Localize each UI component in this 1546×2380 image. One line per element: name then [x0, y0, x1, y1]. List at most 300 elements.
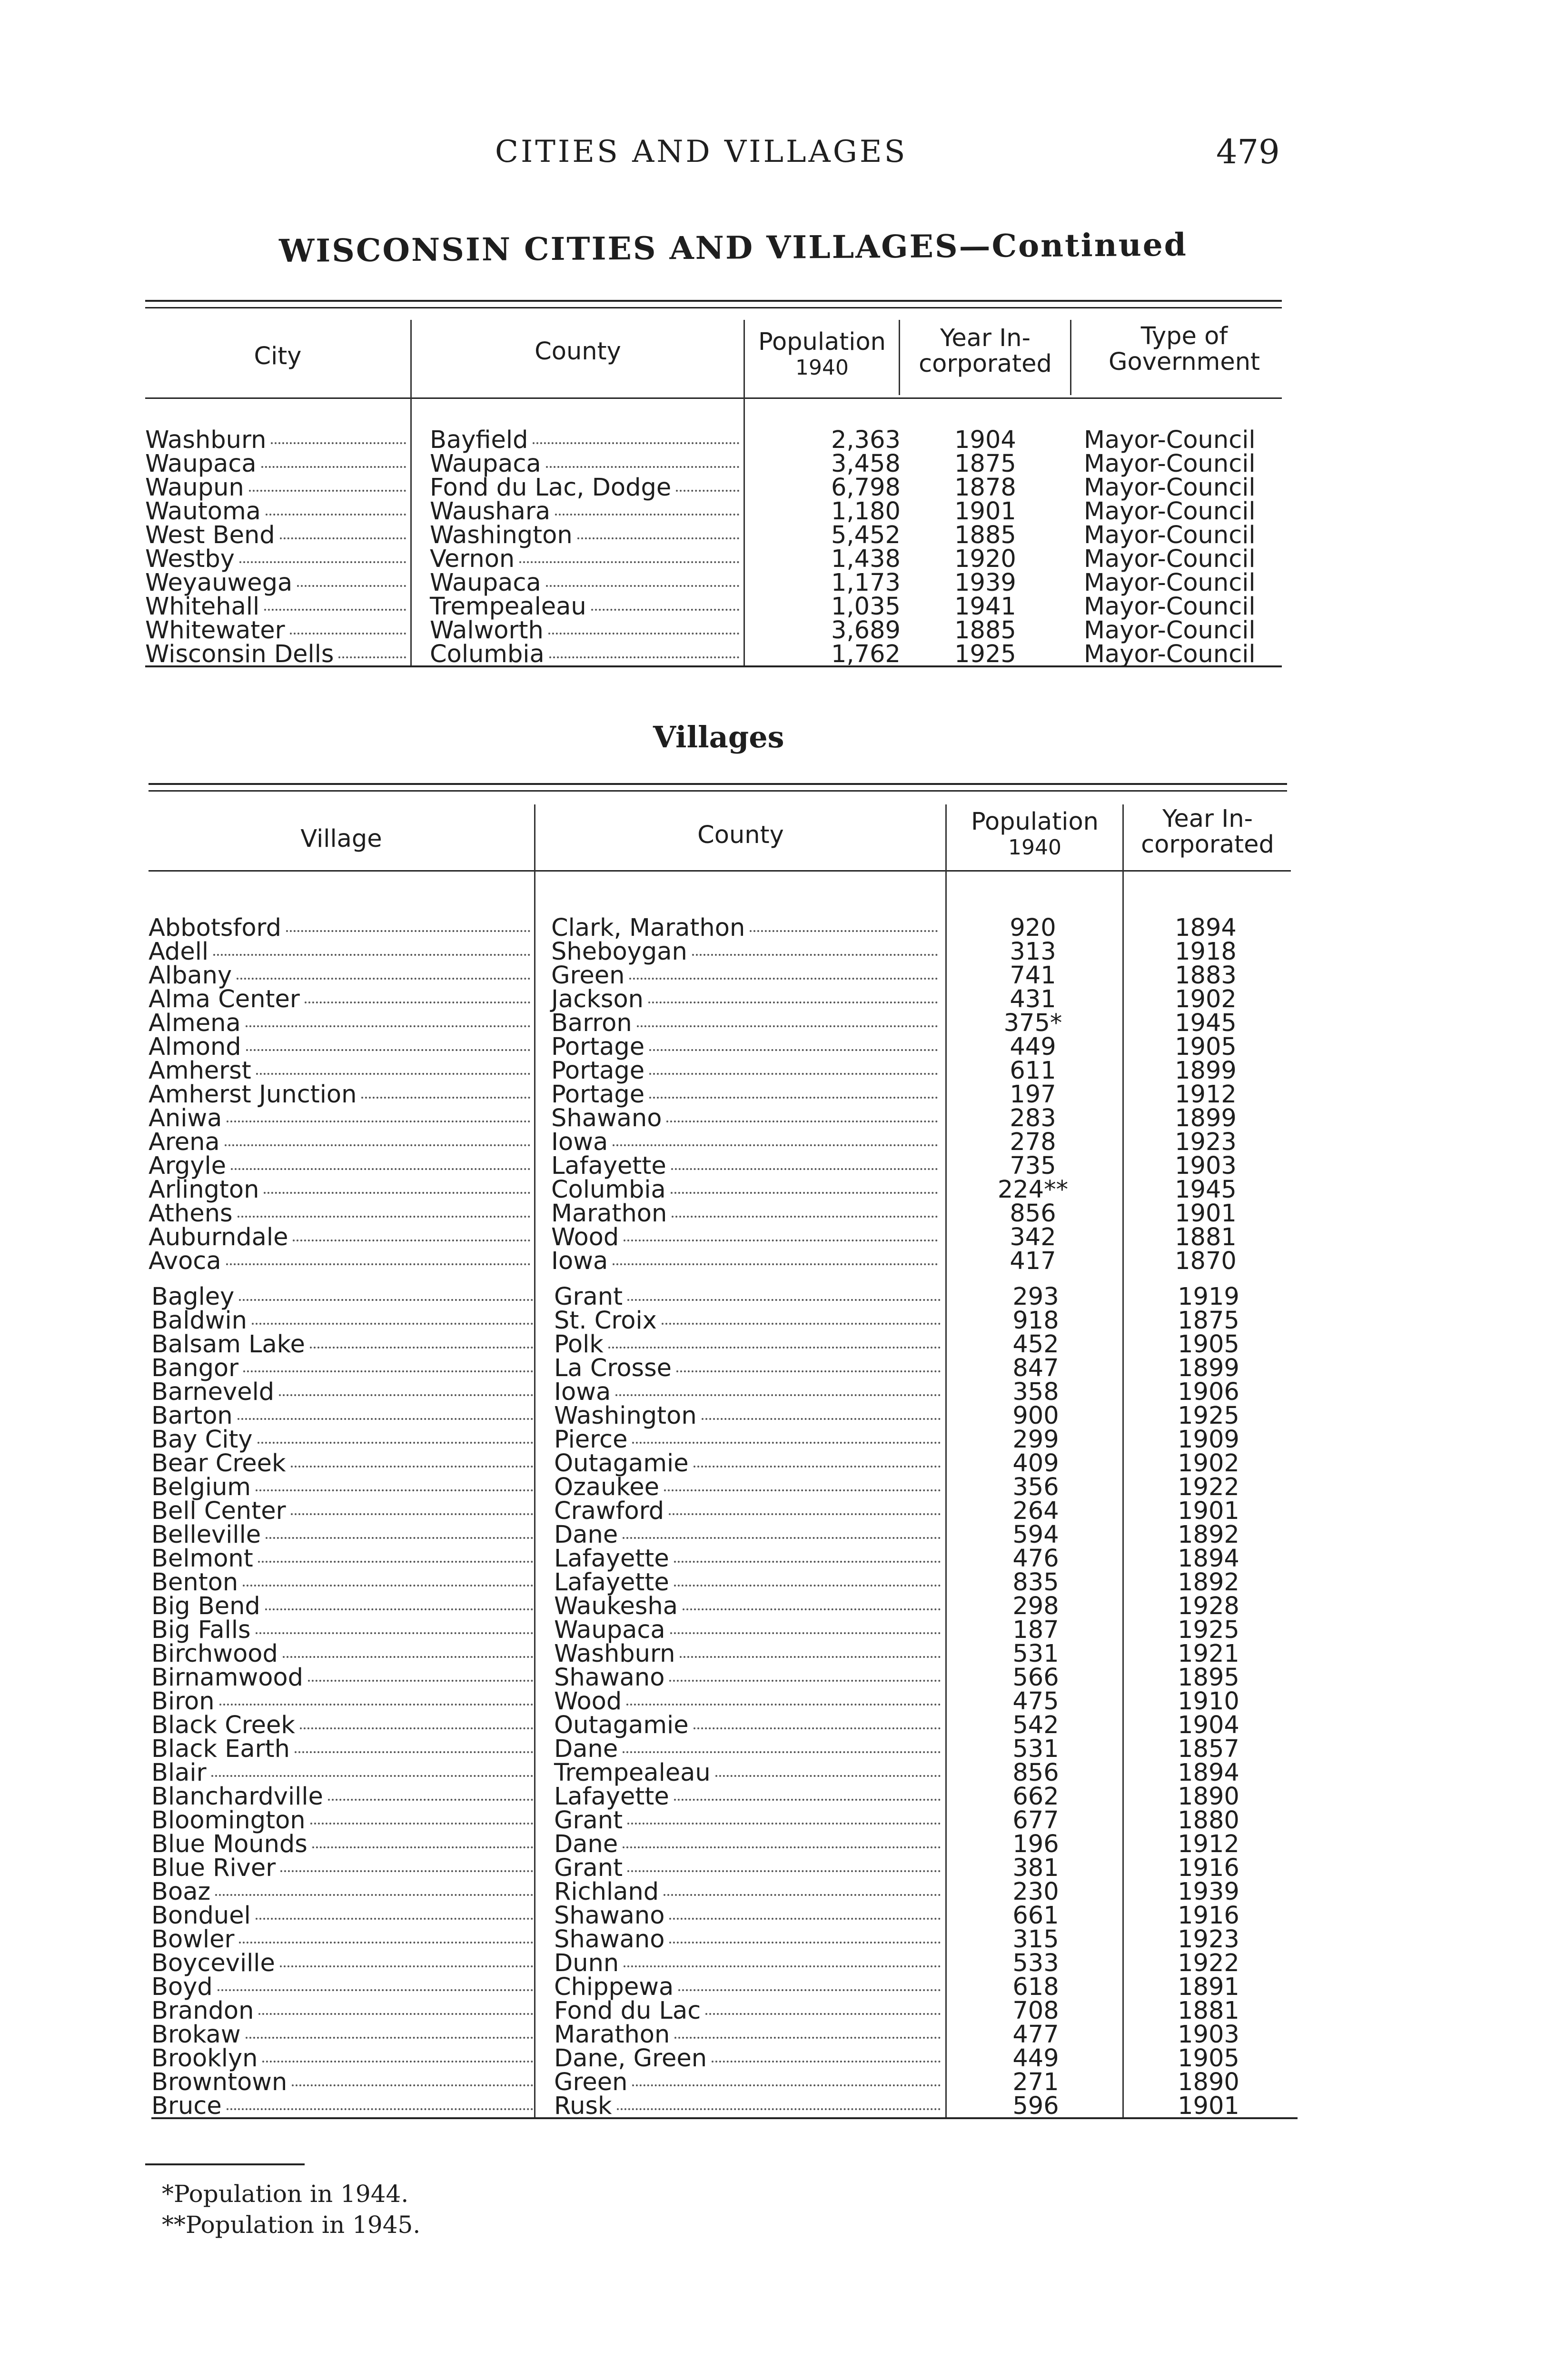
leader-dots	[624, 1236, 938, 1241]
population-value: 1,762	[831, 640, 901, 668]
leader-dots	[615, 1390, 941, 1396]
village-county-text: Trempealeau	[554, 1759, 711, 1787]
village-county	[554, 1404, 941, 1428]
village-name-text: Brokaw	[151, 2021, 241, 2049]
village-county	[551, 1178, 938, 1202]
village-county-text: Washington	[554, 1402, 697, 1430]
year-value: 1899	[1175, 1104, 1237, 1132]
year-value: 1922	[1178, 1473, 1239, 1501]
county-name-text: Trempealeau	[430, 593, 586, 621]
leader-dots	[215, 1890, 533, 1896]
village-name	[149, 964, 530, 988]
population-value: 661	[1012, 1902, 1059, 1930]
population-value: 417	[1010, 1247, 1056, 1275]
leader-dots	[608, 1343, 941, 1349]
table-row	[151, 1568, 1294, 1597]
village-county	[554, 1618, 941, 1642]
government-value: Mayor-Council	[1084, 497, 1256, 526]
table-row	[151, 1592, 1294, 1620]
leader-dots	[295, 1747, 533, 1753]
village-county	[554, 1999, 941, 2023]
village-county-text: Fond du Lac	[554, 1997, 701, 2025]
village-name-text: Amherst Junction	[149, 1081, 357, 1109]
village-county-text: Lafayette	[554, 1783, 669, 1811]
city-name-text: Wisconsin Dells	[145, 640, 334, 668]
population-value: 283	[1010, 1104, 1056, 1132]
table-row	[151, 2044, 1294, 2073]
village-county	[554, 1904, 941, 1928]
village-county	[554, 1499, 941, 1523]
year-value: 1923	[1178, 1925, 1239, 1954]
village-county-text: Marathon	[554, 2021, 670, 2049]
village-name	[151, 1449, 533, 1478]
village-name-text: Abbotsford	[149, 914, 282, 942]
village-name-text: Arena	[149, 1128, 220, 1156]
leader-dots	[310, 1343, 533, 1349]
table-row	[151, 1473, 1294, 1501]
year-value: 1918	[1175, 938, 1237, 966]
village-county-text: Clark, Marathon	[551, 914, 745, 942]
population-value: 531	[1012, 1640, 1059, 1668]
village-county-text: Crawford	[554, 1497, 664, 1525]
village-name-text: Athens	[149, 1200, 233, 1228]
footnote: **Population in 1945.	[162, 2211, 421, 2239]
table-row	[151, 1499, 1294, 1523]
village-name	[151, 2068, 533, 2096]
year-value: 1905	[1178, 1330, 1239, 1359]
leader-dots	[291, 1509, 533, 1515]
government-value: Mayor-Council	[1084, 593, 1256, 621]
leader-dots	[671, 1188, 938, 1194]
village-county	[554, 1880, 941, 1904]
village-county-text: Richland	[554, 1878, 659, 1906]
leader-dots	[265, 1605, 533, 1610]
population-value: 342	[1010, 1223, 1056, 1251]
leader-dots	[664, 1890, 941, 1896]
village-name	[149, 940, 530, 964]
village-name	[151, 1711, 533, 1739]
year-value: 1894	[1178, 1545, 1239, 1573]
village-name-text: Bell Center	[151, 1497, 286, 1525]
col-header-village-county: County	[697, 821, 784, 849]
leader-dots	[238, 1414, 533, 1420]
population-value: 835	[1012, 1568, 1059, 1597]
year-value: 1921	[1178, 1640, 1239, 1668]
year-value: 1910	[1178, 1687, 1239, 1716]
county-name-text: Waushara	[430, 497, 551, 526]
leader-dots	[310, 1819, 533, 1825]
page-title: WISCONSIN CITIES AND VILLAGES—Continued	[279, 226, 1188, 269]
table-row	[151, 1806, 1294, 1835]
village-name-text: Browntown	[151, 2068, 287, 2096]
leader-dots	[361, 1093, 530, 1099]
population-value: 358	[1012, 1378, 1059, 1406]
year-value: 1885	[954, 521, 1016, 549]
year-value: 1857	[1178, 1735, 1239, 1763]
year-value: 1892	[1178, 1521, 1239, 1549]
village-county	[554, 2044, 941, 2073]
village-county-text: Dane, Green	[554, 2044, 707, 2073]
table-row	[151, 1975, 1294, 1999]
village-county	[554, 1925, 941, 1954]
village-county-text: Dane	[554, 1830, 618, 1858]
year-value: 1919	[1178, 1283, 1239, 1311]
village-name-text: Barneveld	[151, 1378, 275, 1406]
leader-dots	[286, 926, 530, 932]
year-value: 1903	[1178, 2021, 1239, 2049]
village-county	[551, 1009, 938, 1037]
population-value: 531	[1012, 1735, 1059, 1763]
population-value: 566	[1012, 1664, 1059, 1692]
population-value: 708	[1012, 1997, 1059, 2025]
table-row	[151, 1428, 1294, 1452]
village-county-text: Dane	[554, 1735, 618, 1763]
leader-dots	[672, 1212, 938, 1218]
leader-dots	[239, 1938, 533, 1944]
village-county-text: Shawano	[554, 1664, 665, 1692]
village-name-text: Blanchardville	[151, 1783, 323, 1811]
table-row	[151, 1880, 1294, 1904]
village-name-text: Belleville	[151, 1521, 261, 1549]
village-county	[551, 1104, 938, 1132]
population-value: 596	[1012, 2092, 1059, 2120]
village-county-text: Lafayette	[554, 1545, 669, 1573]
village-name-text: Brooklyn	[151, 2044, 258, 2073]
village-name-text: Biron	[151, 1687, 215, 1716]
leader-dots	[256, 1486, 533, 1491]
leader-dots	[649, 1093, 938, 1099]
leader-dots	[694, 1462, 941, 1468]
leader-dots	[627, 1866, 941, 1872]
year-value: 1870	[1175, 1247, 1237, 1275]
leader-dots	[692, 950, 938, 956]
leader-dots	[213, 950, 530, 956]
government-value: Mayor-Council	[1084, 569, 1256, 597]
table-row	[151, 1523, 1294, 1547]
population-value: 1,035	[831, 593, 901, 621]
leader-dots	[246, 1045, 530, 1051]
population-value: 230	[1012, 1878, 1059, 1906]
table-row	[149, 1104, 1291, 1132]
population-value: 381	[1012, 1854, 1059, 1882]
population-value: 611	[1010, 1057, 1056, 1085]
leader-dots	[680, 1652, 941, 1658]
leader-dots	[256, 1069, 530, 1075]
leader-dots	[669, 1914, 941, 1920]
village-county	[554, 1666, 941, 1690]
village-name	[149, 1223, 530, 1251]
village-name-text: Argyle	[149, 1152, 227, 1180]
village-county	[551, 1130, 938, 1154]
city-name-text: Washburn	[145, 426, 267, 454]
year-value: 1875	[1178, 1307, 1239, 1335]
leader-dots	[632, 1438, 941, 1444]
year-value: 1912	[1175, 1081, 1237, 1109]
table-row	[151, 1761, 1294, 1785]
village-name-text: Balsam Lake	[151, 1330, 305, 1359]
village-county	[554, 1380, 941, 1404]
population-value: 1,180	[831, 497, 901, 526]
village-name-text: Bangor	[151, 1354, 239, 1382]
table-row	[151, 1785, 1294, 1809]
year-value: 1901	[1178, 2092, 1239, 2120]
year-value: 1905	[1178, 2044, 1239, 2073]
year-value: 1881	[1178, 1997, 1239, 2025]
village-name-text: Aniwa	[149, 1104, 222, 1132]
leader-dots	[227, 2104, 533, 2110]
village-name-text: Baldwin	[151, 1307, 247, 1335]
village-county-text: Wood	[551, 1223, 619, 1251]
village-name	[149, 1104, 530, 1132]
city-name-text: Westby	[145, 545, 235, 573]
village-name	[151, 1737, 533, 1761]
village-name	[151, 1999, 533, 2023]
village-name	[149, 1247, 530, 1275]
leader-dots	[264, 1188, 530, 1194]
table-row	[151, 1737, 1294, 1761]
village-county	[554, 1523, 941, 1547]
village-name	[149, 1178, 530, 1202]
population-value: 475	[1012, 1687, 1059, 1716]
villages-top-rule	[149, 783, 1287, 785]
population-value: 264	[1012, 1497, 1059, 1525]
village-name	[151, 1568, 533, 1597]
table-row	[151, 1999, 1294, 2023]
village-name	[149, 1130, 530, 1154]
village-name-text: Blair	[151, 1759, 207, 1787]
village-county	[554, 1711, 941, 1739]
village-county-text: Wood	[554, 1687, 622, 1716]
table-row	[149, 964, 1291, 988]
county-name-text: Bayfield	[430, 426, 528, 454]
leader-dots	[674, 1557, 941, 1563]
year-value: 1883	[1175, 962, 1237, 990]
village-name	[151, 1785, 533, 1809]
leader-dots	[256, 1628, 533, 1634]
population-value: 594	[1012, 1521, 1059, 1549]
population-value: 313	[1010, 938, 1056, 966]
village-county-text: Portage	[551, 1081, 645, 1109]
table-row	[151, 1404, 1294, 1428]
leader-dots	[328, 1795, 533, 1801]
leader-dots	[231, 1164, 530, 1170]
population-value: 449	[1010, 1033, 1056, 1061]
village-name	[151, 1523, 533, 1547]
leader-dots	[674, 2033, 941, 2039]
village-county-text: Shawano	[554, 1925, 665, 1954]
village-name-text: Boyd	[151, 1973, 213, 2001]
village-county-text: Dane	[554, 1521, 618, 1549]
village-county-text: St. Croix	[554, 1307, 657, 1335]
village-name-text: Albany	[149, 962, 232, 990]
table-row	[151, 2068, 1294, 2096]
village-county	[554, 1428, 941, 1452]
leader-dots	[225, 1140, 530, 1146]
year-value: 1925	[954, 640, 1016, 668]
village-county	[554, 1330, 941, 1359]
village-name-text: Bruce	[151, 2092, 222, 2120]
village-name-text: Bay City	[151, 1426, 253, 1454]
leader-dots	[666, 1117, 938, 1122]
leader-dots	[676, 1367, 941, 1372]
leader-dots	[291, 1462, 533, 1468]
col-header-village: Village	[300, 825, 382, 853]
government-value: Mayor-Council	[1084, 474, 1256, 502]
village-name	[151, 1592, 533, 1620]
village-county-text: Rusk	[554, 2092, 612, 2120]
leader-dots	[627, 1295, 941, 1301]
year-value: 1939	[1178, 1878, 1239, 1906]
government-value: Mayor-Council	[1084, 450, 1256, 478]
village-name	[149, 1035, 530, 1059]
village-county-text: Portage	[551, 1057, 645, 1085]
table-row	[149, 1178, 1291, 1202]
leader-dots	[669, 1509, 941, 1515]
year-value: 1922	[1178, 1949, 1239, 1977]
table-row	[149, 1059, 1291, 1083]
city-name-text: Whitehall	[145, 593, 260, 621]
village-name	[151, 1975, 533, 1999]
leader-dots	[669, 1938, 941, 1944]
year-value: 1916	[1178, 1854, 1239, 1882]
county-name-text: Fond du Lac, Dodge	[430, 474, 672, 502]
leader-dots	[243, 1581, 533, 1587]
leader-dots	[246, 1021, 530, 1027]
village-county	[551, 1202, 938, 1226]
table-row	[151, 1904, 1294, 1928]
leader-dots	[626, 1700, 941, 1706]
year-value: 1901	[1175, 1200, 1237, 1228]
table-row	[151, 1642, 1294, 1666]
leader-dots	[258, 2009, 533, 2015]
population-value: 315	[1012, 1925, 1059, 1954]
county-name-text: Washington	[430, 521, 573, 549]
village-county	[554, 1285, 941, 1309]
village-name	[151, 1473, 533, 1501]
table-row	[151, 1309, 1294, 1333]
village-county	[554, 1737, 941, 1761]
village-county	[554, 1761, 941, 1785]
city-name-text: Whitewater	[145, 616, 285, 645]
leader-dots	[623, 1533, 941, 1539]
village-name	[151, 1428, 533, 1452]
population-value: 618	[1012, 1973, 1059, 2001]
leader-dots	[694, 1724, 941, 1729]
leader-dots	[292, 2081, 533, 2086]
village-name-text: Avoca	[149, 1247, 221, 1275]
population-value: 356	[1012, 1473, 1059, 1501]
city-name-text: Waupaca	[145, 450, 257, 478]
leader-dots	[252, 1319, 533, 1325]
leader-dots	[674, 1795, 941, 1801]
population-value: 533	[1012, 1949, 1059, 1977]
village-name	[151, 1285, 533, 1309]
leader-dots	[283, 1652, 533, 1658]
leader-dots	[649, 1069, 938, 1075]
population-value: 920	[1010, 914, 1056, 942]
county-name-text: Walworth	[430, 616, 544, 645]
village-name-text: Auburndale	[149, 1223, 288, 1251]
year-value: 1912	[1178, 1830, 1239, 1858]
village-name	[151, 1761, 533, 1785]
population-value: 1,173	[831, 569, 901, 597]
village-county	[551, 1223, 938, 1251]
table-row	[151, 1856, 1294, 1880]
village-county-text: Shawano	[554, 1902, 665, 1930]
year-value: 1890	[1178, 2068, 1239, 2096]
village-county-text: Iowa	[554, 1378, 611, 1406]
leader-dots	[243, 1367, 533, 1372]
leader-dots	[238, 1212, 530, 1218]
table-row	[149, 1247, 1291, 1275]
village-name-text: Bloomington	[151, 1806, 306, 1835]
year-value: 1899	[1175, 1057, 1237, 1085]
leader-dots	[280, 1866, 533, 1872]
village-name-text: Bowler	[151, 1925, 235, 1954]
village-name-text: Almena	[149, 1009, 241, 1037]
village-county-text: Dunn	[554, 1949, 619, 1977]
col-header-village-year-label: Year In-	[1162, 805, 1253, 833]
year-value: 1899	[1178, 1354, 1239, 1382]
leader-dots	[613, 1140, 938, 1146]
year-value: 1885	[954, 616, 1016, 645]
village-county	[554, 1785, 941, 1809]
table-row	[151, 1925, 1294, 1954]
col-header-population-year: 1940	[795, 356, 849, 380]
leader-dots	[246, 2033, 533, 2039]
village-name	[151, 1354, 533, 1382]
village-county-text: Outagamie	[554, 1711, 689, 1739]
population-value: 3,689	[831, 616, 901, 645]
leader-dots	[715, 1771, 941, 1777]
leader-dots	[632, 2081, 941, 2086]
year-value: 1881	[1175, 1223, 1237, 1251]
population-value: 431	[1010, 985, 1056, 1013]
village-name	[151, 1949, 533, 1977]
leader-dots	[649, 1045, 938, 1051]
village-name	[151, 1330, 533, 1359]
population-value: 271	[1012, 2068, 1059, 2096]
year-value: 1906	[1178, 1378, 1239, 1406]
leader-dots	[258, 1557, 533, 1563]
leader-dots	[617, 2104, 941, 2110]
population-value: 847	[1012, 1354, 1059, 1382]
government-value: Mayor-Council	[1084, 640, 1256, 668]
government-value: Mayor-Council	[1084, 545, 1256, 573]
leader-dots	[226, 1259, 530, 1265]
year-value: 1901	[1178, 1497, 1239, 1525]
village-name-text: Boaz	[151, 1878, 211, 1906]
village-county-text: Pierce	[554, 1426, 628, 1454]
year-value: 1875	[954, 450, 1016, 478]
village-name	[151, 1880, 533, 1904]
village-name	[151, 1687, 533, 1716]
village-name	[151, 1666, 533, 1690]
village-county	[554, 1449, 941, 1478]
table-row	[149, 1035, 1291, 1059]
leader-dots	[312, 1843, 533, 1848]
village-county-text: Waupaca	[554, 1616, 665, 1644]
leader-dots	[305, 998, 530, 1003]
villages-header-rule	[149, 870, 1291, 872]
leader-dots	[670, 1628, 941, 1634]
village-name-text: Almond	[149, 1033, 241, 1061]
village-name-text: Blue River	[151, 1854, 276, 1882]
village-county	[554, 1949, 941, 1977]
village-county	[554, 1687, 941, 1716]
village-name-text: Brandon	[151, 1997, 254, 2025]
year-value: 1902	[1175, 985, 1237, 1013]
